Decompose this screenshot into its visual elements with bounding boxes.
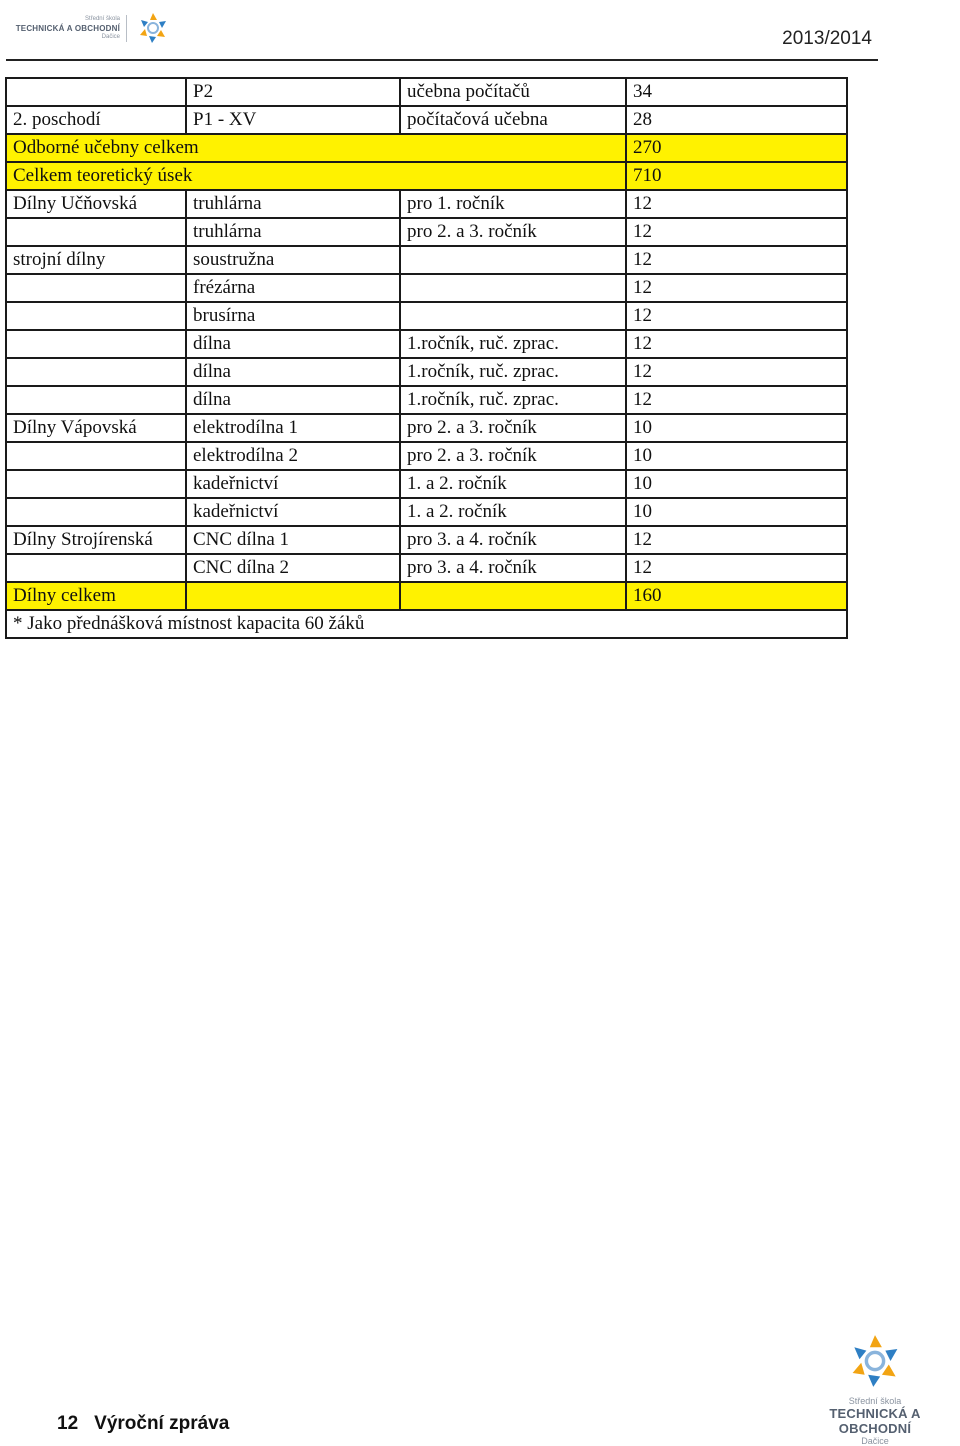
table-row: [6, 162, 847, 190]
table-row: [6, 498, 847, 526]
table-cell-c2: P1 - XV: [186, 106, 400, 134]
table-cell-c1: Celkem teoretický úsek: [6, 162, 626, 190]
table-cell-c3: [400, 582, 626, 610]
table-cell-c1: 2. poschodí: [6, 106, 186, 134]
table-cell-c2: dílna: [186, 330, 400, 358]
table-cell-c4: 10: [626, 470, 847, 498]
table-cell-c2: elektrodílna 2: [186, 442, 400, 470]
table-row: [6, 442, 847, 470]
table-cell-c1: [6, 358, 186, 386]
table-row: [6, 582, 847, 610]
table-cell-c4: 12: [626, 554, 847, 582]
page-footer: [57, 1413, 229, 1435]
logo-bottom-line1: Střední škola: [848, 1396, 902, 1406]
table-cell-c3: pro 3. a 4. ročník: [400, 554, 626, 582]
table-cell-c3: pro 2. a 3. ročník: [400, 218, 626, 246]
table-cell-c1: [6, 330, 186, 358]
logo-bottom-line3: Dačice: [861, 1436, 889, 1446]
table-row: [6, 246, 847, 274]
table-cell-c4: 12: [626, 190, 847, 218]
table-row: [6, 78, 847, 106]
table-cell-c3: pro 2. a 3. ročník: [400, 414, 626, 442]
page-number: 12: [57, 1413, 79, 1434]
table-cell-c2: truhlárna: [186, 218, 400, 246]
table-row: [6, 554, 847, 582]
table-cell-c2: CNC dílna 1: [186, 526, 400, 554]
table-cell-c2: truhlárna: [186, 190, 400, 218]
table-cell-c1: [6, 78, 186, 106]
table-cell-c4: 10: [626, 498, 847, 526]
table-cell-c1: Odborné učebny celkem: [6, 134, 626, 162]
table-cell-c4: 12: [626, 246, 847, 274]
table-cell-c4: 710: [626, 162, 847, 190]
logo-bottom-line2: TECHNICKÁ A OBCHODNÍ: [829, 1406, 921, 1436]
table-cell-c1: [6, 470, 186, 498]
table-cell-c1: Dílny Vápovská: [6, 414, 186, 442]
logo-line3: Dačice: [101, 33, 120, 40]
table-cell-c4: 12: [626, 218, 847, 246]
table-cell-c4: 12: [626, 526, 847, 554]
table-cell-c3: [400, 274, 626, 302]
table-cell-c2: kadeřnictví: [186, 498, 400, 526]
report-year: 2013/2014: [782, 28, 872, 49]
table-footnote: * Jako přednášková místnost kapacita 60 žáků: [6, 610, 847, 638]
table-row: [6, 330, 847, 358]
table-row: [6, 358, 847, 386]
table-cell-c2: P2: [186, 78, 400, 106]
table-cell-c4: 12: [626, 274, 847, 302]
table-cell-c1: Dílny Učňovská: [6, 190, 186, 218]
school-emblem-icon: [843, 1330, 907, 1392]
table-cell-c1: [6, 274, 186, 302]
table-cell-c2: [186, 582, 400, 610]
table-row: [6, 134, 847, 162]
table-cell-c3: 1.ročník, ruč. zprac.: [400, 358, 626, 386]
table-cell-c4: 12: [626, 386, 847, 414]
table-cell-c1: Dílny celkem: [6, 582, 186, 610]
table-cell-c1: [6, 218, 186, 246]
table-row: [6, 414, 847, 442]
table-cell-c1: strojní dílny: [6, 246, 186, 274]
table-cell-c3: počítačová učebna: [400, 106, 626, 134]
table-cell-c4: 270: [626, 134, 847, 162]
table-row: [6, 190, 847, 218]
table-cell-c2: dílna: [186, 386, 400, 414]
header-rule: [6, 59, 878, 61]
table-cell-c3: pro 2. a 3. ročník: [400, 442, 626, 470]
table-cell-c3: 1.ročník, ruč. zprac.: [400, 386, 626, 414]
school-logo-text: [8, 15, 127, 42]
logo-line1: Střední škola: [84, 15, 120, 22]
table-body: [6, 78, 847, 638]
table-cell-c4: 34: [626, 78, 847, 106]
table-cell-c2: soustružna: [186, 246, 400, 274]
footer-title: Výroční zpráva: [94, 1413, 230, 1434]
table-cell-c1: Dílny Strojírenská: [6, 526, 186, 554]
table-cell-c4: 12: [626, 330, 847, 358]
table-cell-c3: [400, 246, 626, 274]
table-cell-c2: frézárna: [186, 274, 400, 302]
table-cell-c2: kadeřnictví: [186, 470, 400, 498]
table-cell-c4: 12: [626, 302, 847, 330]
table-cell-c1: [6, 554, 186, 582]
table-cell-c3: pro 3. a 4. ročník: [400, 526, 626, 554]
table-cell-c3: 1. a 2. ročník: [400, 470, 626, 498]
table-row: [6, 218, 847, 246]
table-cell-c3: učebna počítačů: [400, 78, 626, 106]
table-cell-c1: [6, 302, 186, 330]
table-cell-c3: pro 1. ročník: [400, 190, 626, 218]
school-logo-top: [8, 6, 178, 50]
table-row: [6, 302, 847, 330]
table-cell-c1: [6, 498, 186, 526]
table-row: [6, 526, 847, 554]
table-cell-c3: 1. a 2. ročník: [400, 498, 626, 526]
table-cell-c2: CNC dílna 2: [186, 554, 400, 582]
table-cell-c1: [6, 386, 186, 414]
table-cell-c4: 12: [626, 358, 847, 386]
table-footnote-row: [6, 610, 847, 638]
school-emblem-icon: [135, 10, 171, 46]
logo-line2: TECHNICKÁ A OBCHODNÍ: [15, 23, 120, 33]
table-cell-c4: 10: [626, 414, 847, 442]
rooms-capacity-table: [5, 77, 848, 639]
table-cell-c4: 10: [626, 442, 847, 470]
table-cell-c4: 28: [626, 106, 847, 134]
table-row: [6, 106, 847, 134]
table-row: [6, 386, 847, 414]
table-cell-c2: dílna: [186, 358, 400, 386]
school-logo-bottom: [796, 1330, 954, 1446]
table-cell-c2: elektrodílna 1: [186, 414, 400, 442]
table-cell-c3: 1.ročník, ruč. zprac.: [400, 330, 626, 358]
table-cell-c3: [400, 302, 626, 330]
table-cell-c4: 160: [626, 582, 847, 610]
table-cell-c1: [6, 442, 186, 470]
table-cell-c2: brusírna: [186, 302, 400, 330]
table-row: [6, 470, 847, 498]
table-row: [6, 274, 847, 302]
